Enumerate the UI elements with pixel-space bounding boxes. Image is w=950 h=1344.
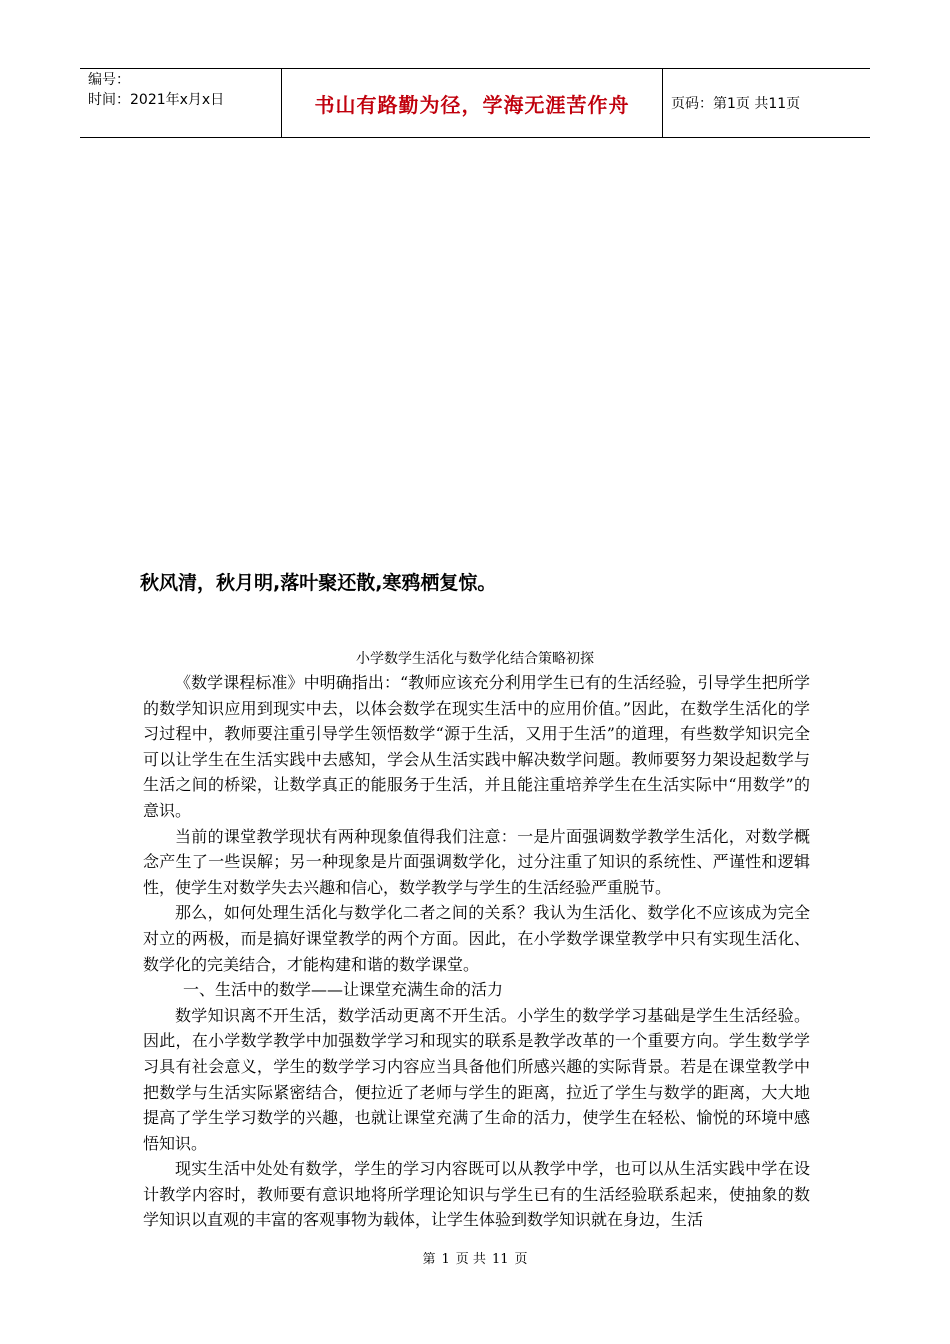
header-page-cell [663, 69, 870, 137]
footer-suffix: 页 [514, 1252, 528, 1267]
header-page-info: 页码：第1页 共11页 [671, 96, 801, 112]
poem-line: 秋风清，秋月明,落叶聚还散,寒鸦栖复惊。 [140, 572, 497, 594]
header-motto: 书山有路勤为径，学海无涯苦作舟 [314, 92, 630, 117]
paragraph: 《数学课程标准》中明确指出：“教师应该充分利用学生已有的生活经验，引导学生把所学的数学知识应用到现实中去，以体会数学在现实生活中的应用价值。”因此，在数学生活化的学习过程中，教师要注重引导学生领悟数学“源于生活，又用于生活”的道理，有些数学知识完全可以让学生在生活实践中去感知，学会从生活实践中解决数学问题。教师要努力架设起数学与生活之间的桥梁，让数学真正的能服务于生活，并且能注重培养学生在生活实际中“用数学”的意识。 [143, 673, 810, 820]
footer-total-pages: 11 [491, 1252, 509, 1267]
document-time-label: 时间：2021年x月x日 [88, 92, 225, 108]
footer-prefix: 第 [422, 1252, 436, 1267]
footer-mid: 页 共 [455, 1252, 486, 1267]
header-table [80, 68, 870, 138]
footer-page-number: 1 [441, 1252, 450, 1267]
section-heading: 一、生活中的数学——让课堂充满生命的活力 [183, 980, 504, 1000]
document-number-label: 编号： [88, 72, 130, 88]
article-body [143, 670, 810, 1233]
paragraph: 那么，如何处理生活化与数学化二者之间的关系？我认为生活化、数学化不应该成为完全对立的两极，而是搞好课堂教学的两个方面。因此，在小学数学课堂教学中只有实现生活化、数学化的完美结合，才能构建和谐的数学课堂。 [143, 903, 810, 974]
header-motto-cell [282, 69, 663, 137]
paragraph: 当前的课堂教学现状有两种现象值得我们注意：一是片面强调数学教学生活化，对数学概念产生了一些误解；另一种现象是片面强调数学化，过分注重了知识的系统性、严谨性和逻辑性，使学生对数学失去兴趣和信心，数学教学与学生的生活经验严重脱节。 [143, 826, 810, 897]
header-meta-cell [80, 69, 282, 137]
paragraph: 数学知识离不开生活，数学活动更离不开生活。小学生的数学学习基础是学生生活经验。因此，在小学数学教学中加强数学学习和现实的联系是教学改革的一个重要方向。学生数学学习具有社会意义，学生的数学学习内容应当具备他们所感兴趣的实际背景。若是在课堂教学中把数学与生活实际紧密结合，便拉近了老师与学生的距离，拉近了学生与数学的距离，大大地提高了学生学习数学的兴趣，也就让课堂充满了生命的活力，使学生在轻松、愉悦的环境中感悟知识。 [143, 1005, 810, 1153]
article-title: 小学数学生活化与数学化结合策略初探 [356, 651, 594, 667]
paragraph: 现实生活中处处有数学，学生的学习内容既可以从教学中学，也可以从生活实践中学在设计教学内容时，教师要有意识地将所学理论知识与学生已有的生活经验联系起来，使抽象的数学知识以直观的丰富的客观事物为载体，让学生体验到数学知识就在身边，生活 [143, 1159, 810, 1230]
page-footer [0, 1248, 950, 1267]
